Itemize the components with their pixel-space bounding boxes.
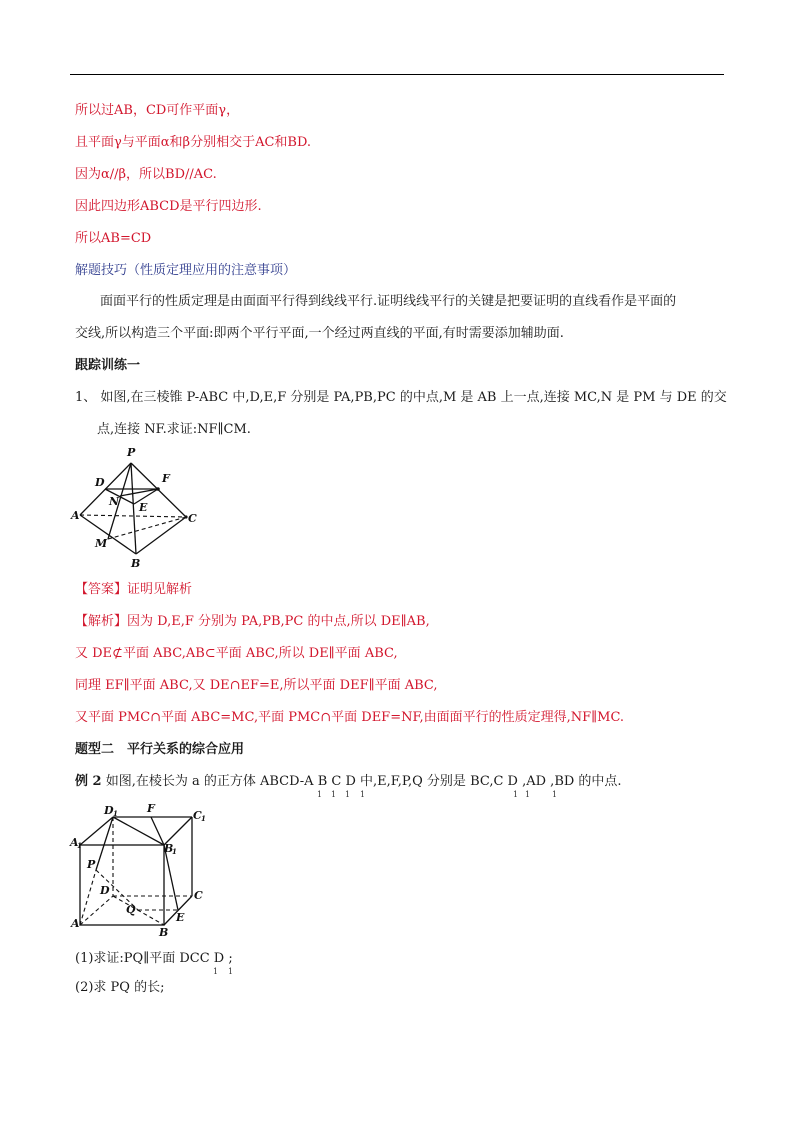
edge-C1B1	[164, 817, 192, 845]
subscript-C1-q1: 1	[213, 967, 219, 976]
tip-paragraph-line-1: 面面平行的性质定理是由面面平行得到线线平行.证明线线平行的关键是把要证明的直线看作是平面的	[100, 294, 677, 309]
analysis-line-2: 又 DE⊄平面 ABC,AB⊂平面 ABC,所以 DE∥平面 ABC,	[75, 646, 398, 661]
tip-title: 解题技巧（性质定理应用的注意事项）	[75, 263, 297, 278]
label-D1: D	[104, 804, 114, 817]
label-A: A	[71, 917, 80, 930]
solution-line-2: 且平面γ与平面α和β分别相交于AC和BD.	[75, 135, 312, 150]
label-C1: C	[193, 809, 202, 822]
header-rule	[70, 74, 724, 75]
label-D: D	[95, 476, 105, 489]
question-1-line-1: 1、 如图,在三棱锥 P-ABC 中,D,E,F 分别是 PA,PB,PC 的中点,M 是 AB 上一点,连接 MC,N 是 PM 与 DE 的交	[75, 390, 727, 405]
subscript-C1b: 1	[513, 790, 519, 799]
practice-heading: 跟踪训练一	[75, 358, 141, 373]
subscript-D1-q1: 1	[228, 967, 234, 976]
label-A1-sub: 1	[77, 841, 82, 850]
label-C1-sub: 1	[201, 814, 206, 823]
subscript-B1: 1	[331, 790, 337, 799]
label-B1-sub: 1	[172, 847, 177, 856]
label-M: M	[95, 537, 108, 550]
answer-text: 证明见解析	[127, 582, 193, 597]
tip-paragraph-line-2: 交线,所以构造三个平面:即两个平行平面,一个经过两直线的平面,有时需要添加辅助面.	[75, 326, 564, 341]
segment-AP-dashed	[80, 870, 96, 925]
label-B: B	[159, 926, 169, 936]
example-2-statement	[75, 773, 622, 791]
label-P: P	[87, 858, 96, 871]
cube-front-face	[80, 845, 164, 925]
label-D1-sub: 1	[113, 809, 118, 818]
question-part-2: (2)求 PQ 的长;	[75, 980, 165, 995]
label-C: C	[194, 889, 203, 902]
label-Q: Q	[126, 903, 136, 916]
analysis-line-1	[75, 613, 430, 631]
solution-line-3: 因为α//β，所以BD//AC.	[75, 167, 217, 182]
label-E: E	[176, 911, 185, 924]
label-P: P	[127, 446, 136, 459]
example-2-label: 例 2	[75, 774, 102, 789]
question-part-1: (1)求证:PQ∥平面 DCC D ;	[75, 951, 233, 966]
tetrahedron-figure	[68, 444, 208, 570]
label-B: B	[131, 557, 141, 570]
type2-heading: 题型二 平行关系的综合应用	[75, 742, 245, 757]
label-C: C	[188, 512, 197, 525]
label-A: A	[71, 509, 80, 522]
solution-line-1: 所以过AB，CD可作平面γ，	[75, 103, 240, 118]
label-B1: B	[164, 842, 174, 855]
label-A1: A	[70, 836, 79, 849]
edge-AD-dashed	[80, 896, 113, 925]
subscript-D1: 1	[360, 790, 366, 799]
answer-tag: 【答案】	[75, 582, 128, 597]
label-N: N	[109, 495, 120, 508]
example-2-text: 如图,在棱长为 a 的正方体 ABCD-A B C D 中,E,F,P,Q 分别是 BC,C D ,AD ,BD 的中点.	[101, 774, 622, 789]
subscript-C1: 1	[345, 790, 351, 799]
edge-AB	[80, 515, 136, 554]
subscript-D1b: 1	[525, 790, 531, 799]
solution-line-5: 所以AB=CD	[75, 231, 152, 246]
label-D: D	[100, 884, 110, 897]
answer-line	[75, 581, 192, 599]
analysis-text-1: 因为 D,E,F 分别为 PA,PB,PC 的中点,所以 DE∥AB,	[127, 614, 430, 629]
edge-BC	[136, 517, 186, 554]
cube-figure	[68, 800, 208, 936]
edge-AC-dashed	[80, 515, 186, 517]
segment-D1B1	[113, 817, 164, 845]
analysis-line-3: 同理 EF∥平面 ABC,又 DE∩EF=E,所以平面 DEF∥平面 ABC,	[75, 678, 438, 693]
label-E: E	[139, 501, 148, 514]
analysis-line-4: 又平面 PMC∩平面 ABC=MC,平面 PMC∩平面 DEF=NF,由面面平行的性质定理得,NF∥MC.	[75, 710, 625, 725]
edge-MC-dashed	[108, 517, 186, 539]
subscript-A1: 1	[317, 790, 323, 799]
label-F: F	[147, 802, 155, 815]
analysis-tag: 【解析】	[75, 614, 128, 629]
solution-line-4: 因此四边形ABCD是平行四边形.	[75, 199, 262, 214]
subscript-D1c: 1	[552, 790, 558, 799]
question-1-line-2: 点,连接 NF.求证:NF∥CM.	[97, 422, 251, 437]
label-F: F	[162, 472, 170, 485]
edge-PB	[131, 463, 136, 554]
